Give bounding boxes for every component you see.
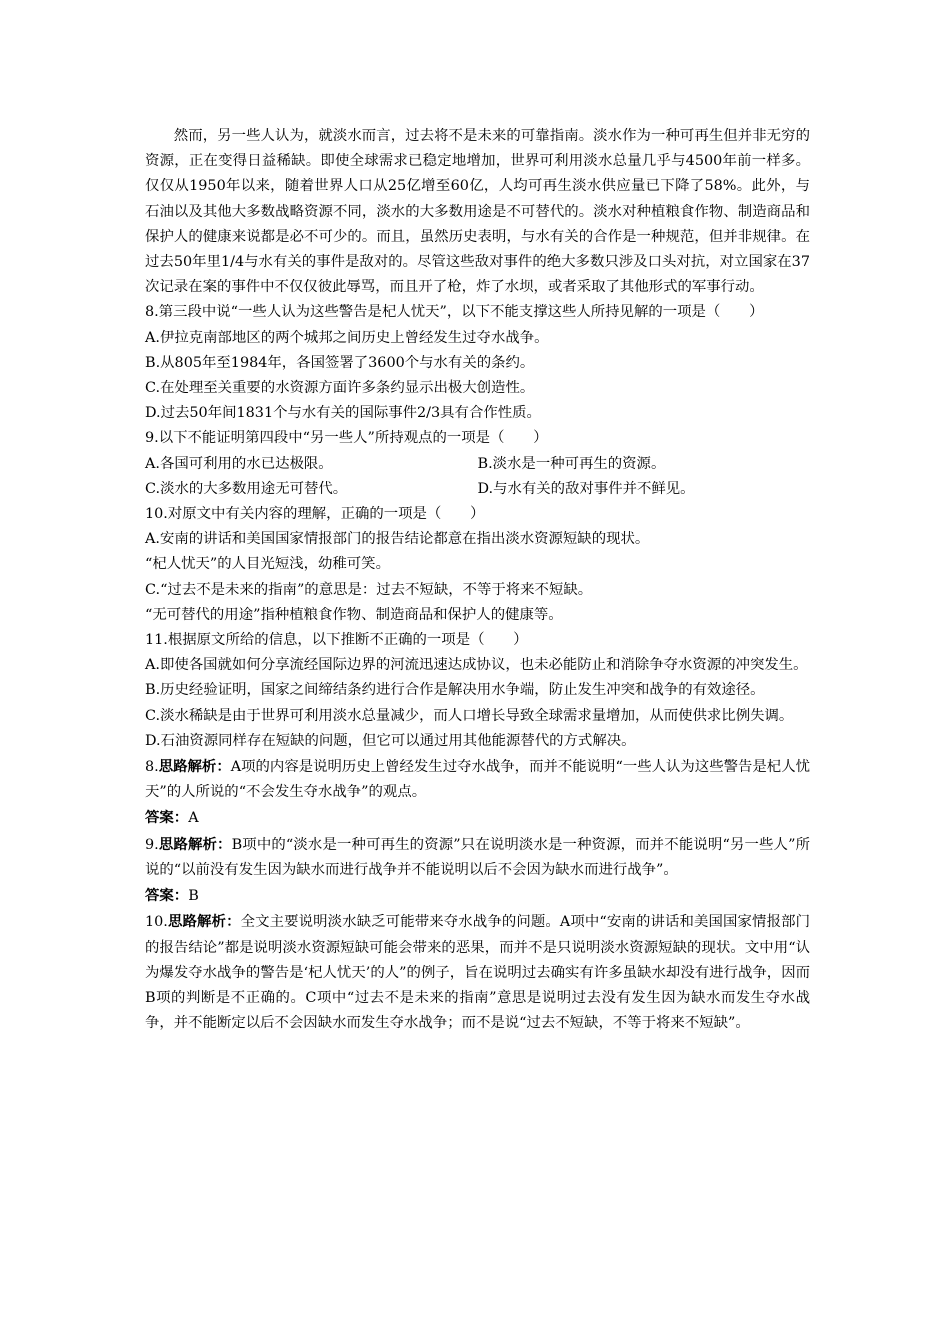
question-9-option-d: D.与水有关的敌对事件并不鲜见。 [477,480,695,497]
document-page [145,124,810,1036]
question-9-option-b: B.淡水是一种可再生的资源。 [477,455,666,472]
answer-8 [145,805,810,831]
question-9-options-row-2 [145,477,810,502]
question-11-stem: 11.根据原文所给的信息，以下推断不正确的一项是（ ） [145,632,528,649]
question-9-stem: 9.以下不能证明第四段中“另一些人”所持观点的一项是（ ） [145,430,548,447]
answer-8-value: A [188,810,199,827]
question-8-option-a: A.伊拉克南部地区的两个城邦之间历史上曾经发生过夺水战争。 [145,329,549,346]
question-10-option-d: “无可替代的用途”指种植粮食作物、制造商品和保护人的健康等。 [145,606,563,623]
passage-paragraph: 然而，另一些人认为，就淡水而言，过去将不是未来的可靠指南。淡水作为一种可再生但并非无穷的资源，正在变得日益稀缺。即使全球需求已稳定地增加，世界可利用淡水总量几乎与4500年前一样多。仅仅从1950年以来，随着世界人口从25亿增至60亿，人均可再生淡水供应量已下降了58%。此外，与石油以及其他大多数战略资源不同，淡水的大多数用途是不可替代的。淡水对种植粮食作物、制造商品和保护人的健康来说都是必不可少的。而且，虽然历史表明，与水有关的合作是一种规范，但并非规律。在过去50年里1/4与水有关的事件是敌对的。尽管这些敌对事件的绝大多数只涉及口头对抗，对立国家在37次记录在案的事件中不仅仅彼此辱骂，而且开了枪，炸了水坝，或者采取了其他形式的军事行动。 [145,128,811,296]
question-10-option-a: A.安南的讲话和美国国家情报部门的报告结论都意在指出淡水资源短缺的现状。 [145,531,650,548]
answer-8-label: 答案： [145,809,189,827]
question-10-option-c: C.“过去不是未来的指南”的意思是：过去不短缺，不等于将来不短缺。 [145,581,593,598]
answer-9-value: B [188,888,199,905]
analysis-10-text: 全文主要说明淡水缺乏可能带来夺水战争的问题。A项中“安南的讲话和美国国家情报部门的报告结论”都是说明淡水资源短缺可能会带来的恶果，而并不是只说明淡水资源短缺的现状。文中用“认为爆发夺水战争的警告是‘杞人忧天’的人”的例子，旨在说明过去确实有许多虽缺水却没有进行战争，因而B项的判断是不正确的。C项中“过去不是未来的指南”意思是说明过去没有发生因为缺水而发生夺水战争，并不能断定以后不会因缺水而发生夺水战争；而不是说“过去不短缺，不等于将来不短缺”。 [145,914,810,1032]
analysis-8-number: 8. [145,759,159,776]
question-9-options-row-1 [145,452,810,477]
question-10-stem: 10.对原文中有关内容的理解，正确的一项是（ ） [145,506,485,523]
question-8-stem: 8.第三段中说“一些人认为这些警告是杞人忧天”，以下不能支撑这些人所持见解的一项是（ ） [145,304,764,321]
question-10-option-b: “杞人忧天”的人目光短浅，幼稚可笑。 [145,556,390,573]
analysis-10-number: 10. [145,914,168,931]
question-9-option-a: A.各国可利用的水已达极限。 [145,455,333,472]
analysis-8 [145,754,810,805]
question-11-option-d: D.石油资源同样存在短缺的问题，但它可以通过用其他能源替代的方式解决。 [145,732,636,749]
question-8-option-b: B.从805年至1984年，各国签署了3600个与水有关的条约。 [145,354,535,371]
analysis-9-number: 9. [145,836,159,853]
analysis-9-label: 思路解析： [158,835,232,853]
question-11-option-a: A.即使各国就如何分享流经国际边界的河流迅速达成协议，也未必能防止和消除争夺水资源的冲突发生。 [145,657,808,674]
analysis-10 [145,909,810,1036]
question-8-option-c: C.在处理至关重要的水资源方面许多条约显示出极大创造性。 [145,380,535,397]
analysis-8-label: 思路解析： [158,758,231,776]
question-9-option-c: C.淡水的大多数用途无可替代。 [145,480,348,497]
analysis-8-text: A项的内容是说明历史上曾经发生过夺水战争，而并不能说明“一些人认为这些警告是杞人忧天”的人所说的“不会发生夺水战争”的观点。 [145,759,810,801]
analysis-9-text: B项中的“淡水是一种可再生的资源”只在说明淡水是一种资源，而并不能说明“另一些人”所说的“以前没有发生因为缺水而进行战争并不能说明以后不会因为缺水而进行战争”。 [145,836,810,878]
answer-9-label: 答案： [145,887,189,905]
analysis-10-label: 思路解析： [167,913,241,931]
question-11-option-c: C.淡水稀缺是由于世界可利用淡水总量减少，而人口增长导致全球需求量增加，从而使供求比例失调。 [145,707,794,724]
analysis-9 [145,832,810,883]
question-8-option-d: D.过去50年间1831个与水有关的国际事件2/3具有合作性质。 [145,405,541,422]
answer-9 [145,883,810,909]
question-11-option-b: B.历史经验证明，国家之间缔结条约进行合作是解决用水争端，防止发生冲突和战争的有效途径。 [145,682,765,699]
